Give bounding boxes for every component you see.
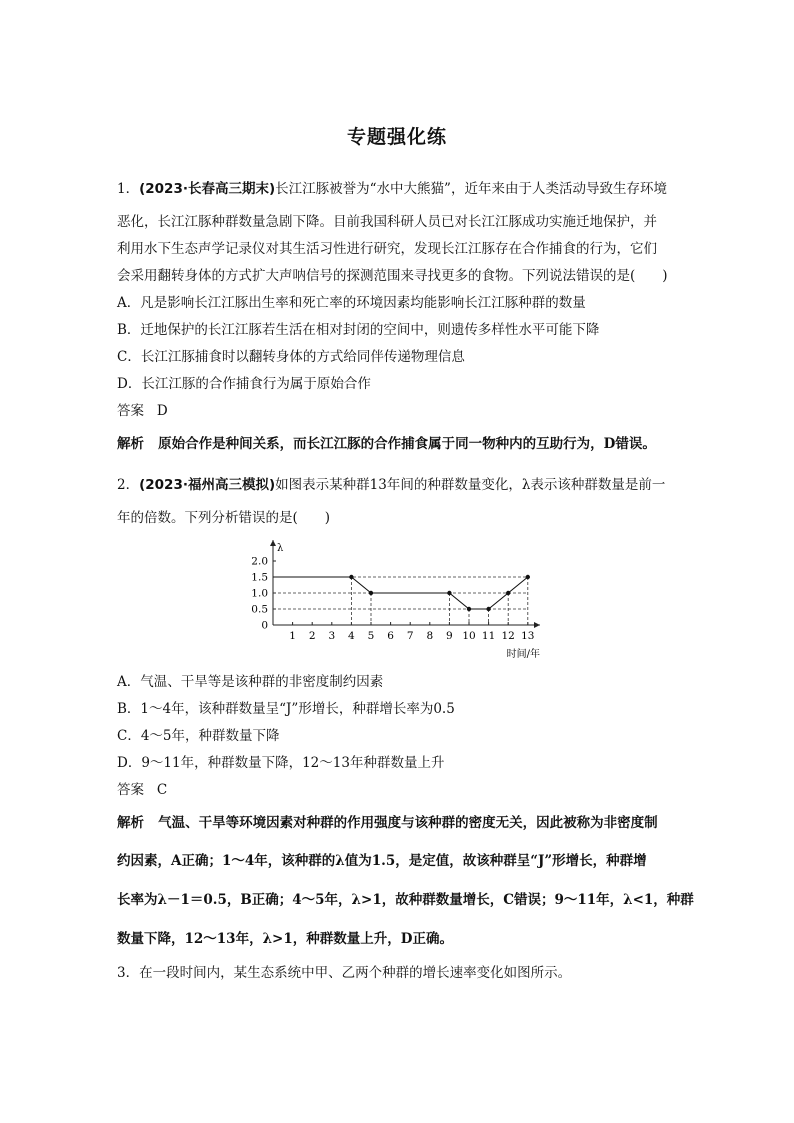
q3-number: 3． xyxy=(117,965,140,981)
x-tick-label: 7 xyxy=(406,630,414,642)
q1-analysis xyxy=(117,435,656,453)
x-axis-arrow xyxy=(534,622,540,628)
q1-answer-label: 答案 xyxy=(117,403,144,419)
y-axis-arrow xyxy=(270,540,276,546)
q2-option-a: A．气温、干旱等是该种群的非密度制约因素 xyxy=(117,674,384,690)
q1-option-c: C．长江江豚捕食时以翻转身体的方式给同伴传递物理信息 xyxy=(117,349,465,365)
q2-analysis-line-1 xyxy=(117,814,658,832)
q2-analysis-line-2: 约因素，A正确；1～4年，该种群的λ值为1.5，是定值，故该种群呈“J”形增长，种群增 xyxy=(117,853,647,869)
q1-answer xyxy=(117,402,168,420)
q2-answer-value: C xyxy=(156,782,168,798)
q1-option-b: B．迁地保护的长江江豚若生活在相对封闭的空间中，则遗传多样性水平可能下降 xyxy=(117,322,600,338)
data-point xyxy=(467,607,471,611)
q2-stem-2: 年的倍数。下列分析错误的是( ) xyxy=(117,510,331,526)
x-tick-label: 3 xyxy=(328,630,336,642)
x-tick-label: 9 xyxy=(446,630,453,642)
q1-stem-4: 会采用翻转身体的方式扩大声呐信号的探测范围来寻找更多的食物。下列说法错误的是( ) xyxy=(117,268,668,284)
q2-analysis-text-1: 气温、干旱等环境因素对种群的作用强度与该种群的密度无关，因此被称为非密度制 xyxy=(158,815,658,831)
y-tick-label: 2.0 xyxy=(251,555,268,568)
q2-source: (2023·福州高三模拟) xyxy=(139,477,276,493)
x-tick-label: 11 xyxy=(481,630,496,642)
x-tick-label: 12 xyxy=(501,630,515,642)
q1-stem-1: 长江江豚被誉为“水中大熊猫”，近年来由于人类活动导致生存环境 xyxy=(275,181,667,197)
q2-stem-1: 如图表示某种群13年间的种群数量变化，λ表示该种群数量是前一 xyxy=(275,477,666,493)
q3-line-1 xyxy=(117,964,571,982)
q1-analysis-text: 原始合作是种间关系，而长江江豚的合作捕食属于同一物种内的互助行为，D错误。 xyxy=(158,436,656,452)
q1-analysis-label: 解析 xyxy=(117,436,144,452)
data-point xyxy=(506,591,510,595)
q2-analysis-line-3: 长率为λ－1＝0.5，B正确；4～5年，λ>1，故种群数量增长，C错误；9～11年，λ<1，种群 xyxy=(117,892,694,908)
q2-option-b: B．1～4年，该种群数量呈“J”形增长，种群增长率为0.5 xyxy=(117,701,455,717)
q1-source: (2023·长春高三期末) xyxy=(139,181,276,197)
x-tick-label: 13 xyxy=(521,630,535,642)
y-tick-label: 0 xyxy=(261,619,268,632)
q1-stem-2: 恶化，长江江豚种群数量急剧下降。目前我国科研人员已对长江江豚成功实施迁地保护，并 xyxy=(117,214,657,230)
data-point xyxy=(486,607,490,611)
y-axis-label: λ xyxy=(277,543,284,554)
data-point xyxy=(526,575,530,579)
q1-number: 1． xyxy=(117,181,140,197)
x-tick-label: 10 xyxy=(462,630,476,642)
x-tick-label: 5 xyxy=(367,630,375,642)
data-point xyxy=(447,591,451,595)
x-tick-label: 8 xyxy=(426,630,434,642)
x-tick-label: 4 xyxy=(348,630,355,642)
data-point xyxy=(349,575,353,579)
q3-stem: 在一段时间内，某生态系统中甲、乙两个种群的增长速率变化如图所示。 xyxy=(139,965,572,981)
q2-option-d: D．9～11年，种群数量下降，12～13年种群数量上升 xyxy=(117,755,445,771)
q2-analysis-label: 解析 xyxy=(117,815,144,831)
x-axis-label: 时间/年 xyxy=(506,649,540,660)
q2-option-c: C．4～5年，种群数量下降 xyxy=(117,728,280,744)
q1-stem-3: 利用水下生态声学记录仪对其生活习性进行研究，发现长江江豚存在合作捕食的行为，它们 xyxy=(117,241,657,257)
data-point xyxy=(369,591,373,595)
q2-number: 2． xyxy=(117,477,140,493)
q1-answer-value: D xyxy=(156,403,168,419)
x-tick-label: 1 xyxy=(289,630,296,642)
y-tick-label: 0.5 xyxy=(251,603,268,616)
q1-line-1 xyxy=(117,180,667,198)
page-title: 专题强化练 xyxy=(346,126,447,148)
y-tick-label: 1.0 xyxy=(251,587,268,600)
x-tick-label: 6 xyxy=(387,630,394,642)
q2-answer xyxy=(117,781,167,799)
q2-line-1 xyxy=(117,476,665,494)
q1-option-a: A．凡是影响长江江豚出生率和死亡率的环境因素均能影响长江江豚种群的数量 xyxy=(117,295,586,311)
q2-answer-label: 答案 xyxy=(117,782,144,798)
x-tick-label: 2 xyxy=(308,630,316,642)
q2-analysis-line-4: 数量下降，12～13年，λ>1，种群数量上升，D正确。 xyxy=(117,931,453,947)
y-tick-label: 1.5 xyxy=(251,571,268,584)
q1-option-d: D．长江江豚的合作捕食行为属于原始合作 xyxy=(117,376,371,392)
lambda-chart xyxy=(240,535,550,665)
